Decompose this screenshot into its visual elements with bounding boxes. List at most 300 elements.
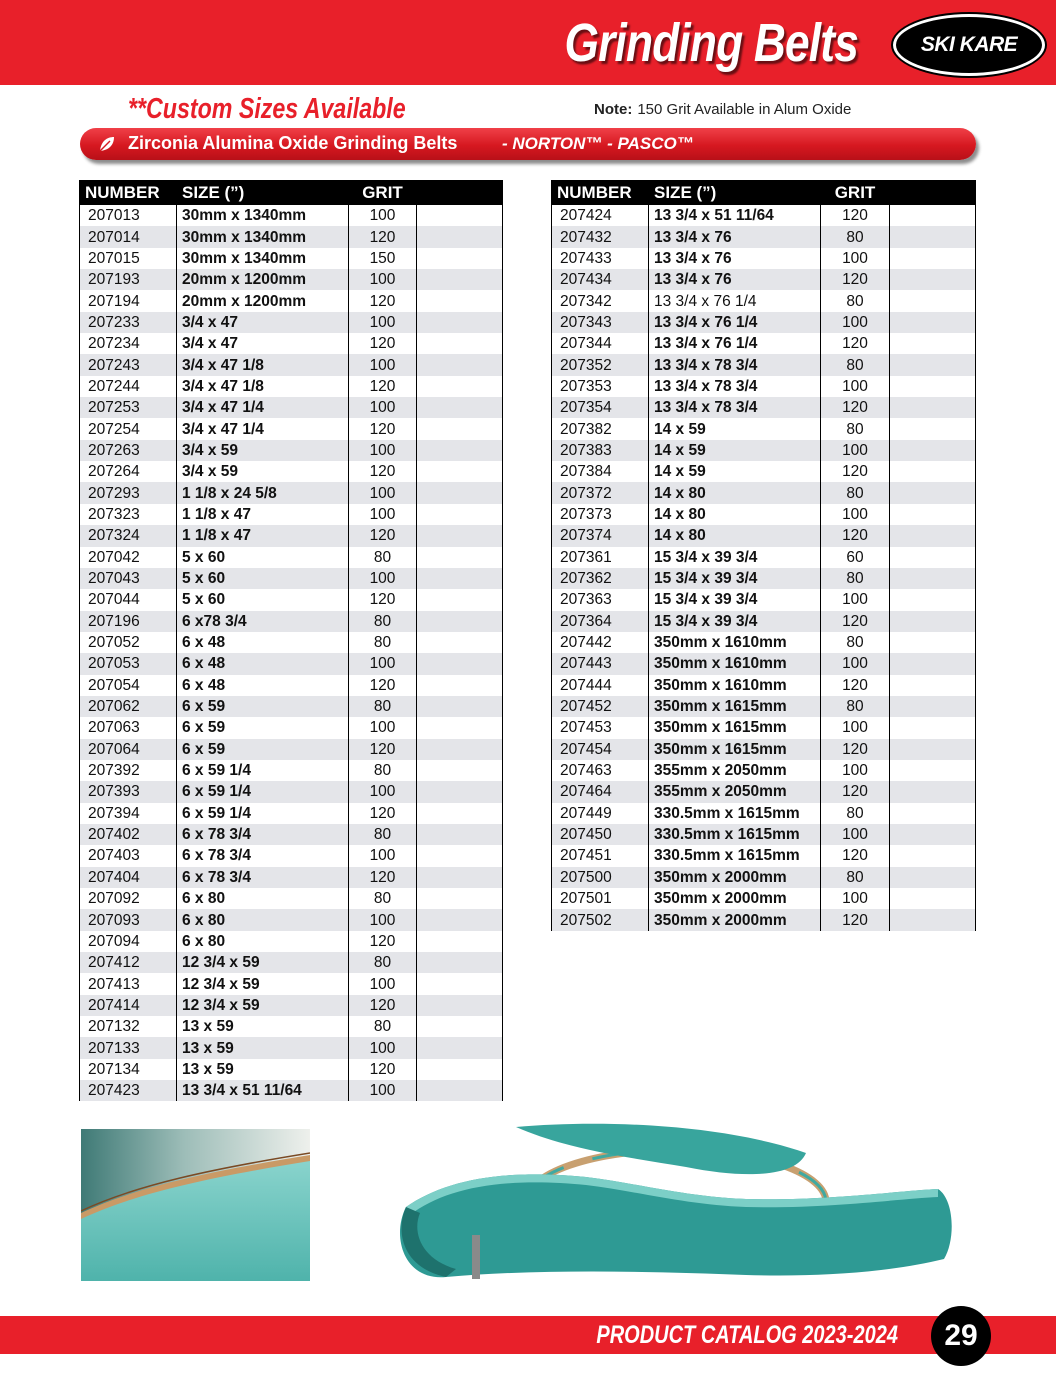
belt-size: 13 3/4 x 78 3/4 (649, 354, 821, 375)
table-row (80, 803, 503, 824)
note-text: 150 Grit Available in Alum Oxide (637, 101, 852, 118)
belt-size: 13 x 59 (177, 1037, 349, 1058)
brand-names: - NORTON™ - PASCO™ (502, 134, 694, 153)
blank-cell (417, 1037, 503, 1058)
belt-size: 13 x 59 (177, 1016, 349, 1037)
table-row (552, 461, 976, 482)
blank-cell (417, 909, 503, 930)
grit: 100 (349, 397, 417, 418)
blank-cell (417, 482, 503, 503)
part-number: 207382 (552, 418, 649, 439)
table-row (80, 1037, 503, 1058)
grit: 80 (821, 354, 890, 375)
part-number: 207450 (552, 824, 649, 845)
grit: 100 (821, 760, 890, 781)
part-number: 207452 (552, 696, 649, 717)
part-number: 207434 (552, 269, 649, 290)
table-row (80, 269, 503, 290)
table-row (552, 482, 976, 503)
part-number: 207443 (552, 653, 649, 674)
blank-cell (417, 269, 503, 290)
table-row (80, 611, 503, 632)
part-number: 207363 (552, 589, 649, 610)
col-header-grit: GRIT (821, 180, 890, 205)
grit: 120 (349, 376, 417, 397)
part-number: 207392 (80, 760, 177, 781)
belt-size: 13 3/4 x 51 11/64 (177, 1080, 349, 1101)
part-number: 207402 (80, 824, 177, 845)
blank-cell (417, 525, 503, 546)
blank-cell (890, 504, 976, 525)
table-row (80, 867, 503, 888)
blank-cell (417, 397, 503, 418)
grit: 100 (821, 440, 890, 461)
table-row (80, 589, 503, 610)
grit: 120 (349, 931, 417, 952)
belt-size: 6 x 59 (177, 717, 349, 738)
table-row (80, 333, 503, 354)
catalog-label: PRODUCT CATALOG 2023-2024 (596, 1321, 898, 1349)
blank-cell (417, 290, 503, 311)
table-row (552, 867, 976, 888)
belt-size: 15 3/4 x 39 3/4 (649, 589, 821, 610)
grit: 120 (349, 226, 417, 247)
belt-size: 6 x 78 3/4 (177, 845, 349, 866)
blank-cell (417, 973, 503, 994)
blank-cell (890, 611, 976, 632)
belt-size: 14 x 80 (649, 525, 821, 546)
grit: 120 (821, 333, 890, 354)
blank-cell (417, 824, 503, 845)
belt-size: 3/4 x 47 1/4 (177, 397, 349, 418)
grit: 100 (821, 248, 890, 269)
part-number: 207442 (552, 632, 649, 653)
part-number: 207403 (80, 845, 177, 866)
part-number: 207133 (80, 1037, 177, 1058)
col-header-size: SIZE (”) (649, 180, 821, 205)
blank-cell (417, 931, 503, 952)
table-row (552, 845, 976, 866)
blank-cell (417, 205, 503, 226)
logo-text: SKI KARE (920, 33, 1018, 56)
part-number: 207063 (80, 717, 177, 738)
grit: 80 (349, 760, 417, 781)
blank-cell (890, 845, 976, 866)
table-row (80, 696, 503, 717)
col-header-grit: GRIT (349, 180, 417, 205)
grit: 80 (349, 696, 417, 717)
table-row (552, 568, 976, 589)
belt-size: 13 3/4 x 76 1/4 (649, 312, 821, 333)
blank-cell (890, 354, 976, 375)
grit: 120 (349, 803, 417, 824)
blank-cell (417, 781, 503, 802)
custom-sizes-callout: **Custom Sizes Available (128, 93, 406, 125)
table-row (552, 504, 976, 525)
note-label: Note: (594, 101, 633, 118)
grit: 100 (821, 824, 890, 845)
blank-cell (417, 739, 503, 760)
table-row (552, 290, 976, 311)
grit: 120 (821, 611, 890, 632)
blank-cell (417, 376, 503, 397)
belt-size: 14 x 59 (649, 418, 821, 439)
belt-size: 1 1/8 x 24 5/8 (177, 482, 349, 503)
belt-size: 5 x 60 (177, 589, 349, 610)
leaf-icon (98, 135, 116, 153)
grit: 120 (349, 418, 417, 439)
blank-cell (417, 568, 503, 589)
belt-size: 6 x 80 (177, 909, 349, 930)
blank-cell (890, 525, 976, 546)
blank-cell (890, 867, 976, 888)
grit: 100 (349, 781, 417, 802)
table-row (80, 290, 503, 311)
part-number: 207134 (80, 1059, 177, 1080)
belt-size: 13 3/4 x 78 3/4 (649, 376, 821, 397)
belt-size: 30mm x 1340mm (177, 205, 349, 226)
table-row (80, 632, 503, 653)
belt-size: 330.5mm x 1615mm (649, 824, 821, 845)
blank-cell (890, 461, 976, 482)
grit: 100 (821, 312, 890, 333)
table-row (552, 226, 976, 247)
col-header-size: SIZE (”) (177, 180, 349, 205)
table-row (80, 952, 503, 973)
blank-cell (890, 440, 976, 461)
section-banner (80, 128, 976, 160)
belt-size: 15 3/4 x 39 3/4 (649, 568, 821, 589)
blank-cell (890, 547, 976, 568)
part-number: 207412 (80, 952, 177, 973)
blank-cell (890, 781, 976, 802)
grit: 120 (349, 461, 417, 482)
part-number: 207132 (80, 1016, 177, 1037)
belt-size: 12 3/4 x 59 (177, 952, 349, 973)
part-number: 207423 (80, 1080, 177, 1101)
part-number: 207344 (552, 333, 649, 354)
part-number: 207451 (552, 845, 649, 866)
blank-cell (890, 248, 976, 269)
blank-cell (417, 696, 503, 717)
grit: 100 (349, 269, 417, 290)
belt-size: 13 3/4 x 76 (649, 269, 821, 290)
grit: 120 (821, 845, 890, 866)
table-row (552, 440, 976, 461)
blank-cell (890, 909, 976, 930)
table-row (552, 824, 976, 845)
grit: 80 (821, 696, 890, 717)
blank-cell (890, 589, 976, 610)
blank-cell (890, 653, 976, 674)
part-number: 207194 (80, 290, 177, 311)
grit: 80 (349, 824, 417, 845)
part-number: 207064 (80, 739, 177, 760)
grit: 80 (821, 418, 890, 439)
part-number: 207054 (80, 675, 177, 696)
table-row (80, 418, 503, 439)
grit: 120 (349, 290, 417, 311)
table-row (80, 482, 503, 503)
part-number: 207043 (80, 568, 177, 589)
col-header-number: NUMBER (80, 180, 177, 205)
table-row (552, 696, 976, 717)
grit: 80 (821, 482, 890, 503)
table-row (80, 568, 503, 589)
blank-cell (417, 632, 503, 653)
belt-size: 350mm x 1615mm (649, 696, 821, 717)
table-row (552, 909, 976, 930)
blank-cell (417, 717, 503, 738)
table-row (80, 931, 503, 952)
table-row (80, 397, 503, 418)
blank-cell (890, 418, 976, 439)
blank-cell (417, 440, 503, 461)
part-number: 207196 (80, 611, 177, 632)
belt-size: 350mm x 1610mm (649, 675, 821, 696)
table-row (80, 781, 503, 802)
grit: 120 (821, 525, 890, 546)
grit: 120 (349, 333, 417, 354)
belt-size: 6 x 59 1/4 (177, 760, 349, 781)
blank-cell (890, 226, 976, 247)
belt-size: 14 x 80 (649, 504, 821, 525)
belt-table-left (79, 180, 503, 1101)
table-row (80, 248, 503, 269)
table-row (80, 440, 503, 461)
belt-size: 13 3/4 x 76 (649, 248, 821, 269)
table-row (552, 803, 976, 824)
grit: 100 (349, 504, 417, 525)
belt-size: 30mm x 1340mm (177, 248, 349, 269)
table-row (80, 760, 503, 781)
belt-size: 6 x 78 3/4 (177, 867, 349, 888)
belt-size: 330.5mm x 1615mm (649, 845, 821, 866)
part-number: 207464 (552, 781, 649, 802)
grit: 120 (349, 739, 417, 760)
table-row (552, 248, 976, 269)
grit: 100 (821, 589, 890, 610)
part-number: 207453 (552, 717, 649, 738)
part-number: 207374 (552, 525, 649, 546)
table-row (80, 354, 503, 375)
part-number: 207353 (552, 376, 649, 397)
blank-cell (890, 397, 976, 418)
blank-cell (417, 760, 503, 781)
blank-cell (890, 290, 976, 311)
grit: 100 (349, 568, 417, 589)
grit: 80 (349, 1016, 417, 1037)
table-row (552, 653, 976, 674)
blank-cell (417, 675, 503, 696)
page-number: 29 (931, 1306, 991, 1366)
belt-size: 13 x 59 (177, 1059, 349, 1080)
part-number: 207233 (80, 312, 177, 333)
grit: 120 (821, 909, 890, 930)
part-number: 207444 (552, 675, 649, 696)
note (594, 101, 851, 118)
part-number: 207052 (80, 632, 177, 653)
belt-size: 5 x 60 (177, 547, 349, 568)
belt-size: 6 x 59 1/4 (177, 803, 349, 824)
belt-size: 20mm x 1200mm (177, 269, 349, 290)
part-number: 207500 (552, 867, 649, 888)
part-number: 207424 (552, 205, 649, 226)
grit: 120 (349, 1059, 417, 1080)
blank-cell (890, 760, 976, 781)
blank-cell (890, 376, 976, 397)
part-number: 207193 (80, 269, 177, 290)
grit: 100 (349, 845, 417, 866)
table-row (552, 397, 976, 418)
belt-size: 1 1/8 x 47 (177, 504, 349, 525)
blank-cell (890, 739, 976, 760)
part-number: 207264 (80, 461, 177, 482)
table-row (80, 525, 503, 546)
blank-cell (417, 952, 503, 973)
table-row (80, 653, 503, 674)
table-row (552, 376, 976, 397)
belt-size: 13 3/4 x 78 3/4 (649, 397, 821, 418)
grit: 100 (349, 354, 417, 375)
grit: 100 (821, 376, 890, 397)
grit: 100 (349, 909, 417, 930)
grit: 120 (821, 461, 890, 482)
table-row (80, 1016, 503, 1037)
table-row (552, 717, 976, 738)
table-row (552, 739, 976, 760)
table-row (80, 376, 503, 397)
belt-size: 330.5mm x 1615mm (649, 803, 821, 824)
page-title: Grinding Belts (564, 13, 858, 73)
blank-cell (890, 675, 976, 696)
table-row (552, 525, 976, 546)
part-number: 207463 (552, 760, 649, 781)
belt-size: 6 x 48 (177, 632, 349, 653)
table-row (80, 226, 503, 247)
part-number: 207393 (80, 781, 177, 802)
part-number: 207394 (80, 803, 177, 824)
belt-size: 6 x 80 (177, 931, 349, 952)
belt-size: 12 3/4 x 59 (177, 973, 349, 994)
grit: 120 (349, 995, 417, 1016)
part-number: 207433 (552, 248, 649, 269)
part-number: 207293 (80, 482, 177, 503)
belt-size: 14 x 80 (649, 482, 821, 503)
grit: 120 (821, 739, 890, 760)
blank-cell (417, 653, 503, 674)
belt-size: 5 x 60 (177, 568, 349, 589)
belt-size: 350mm x 1610mm (649, 653, 821, 674)
table-row (80, 739, 503, 760)
table-header-row (80, 180, 503, 205)
table-row (80, 995, 503, 1016)
belt-size: 6 x78 3/4 (177, 611, 349, 632)
part-number: 207362 (552, 568, 649, 589)
blank-cell (417, 354, 503, 375)
belt-size: 30mm x 1340mm (177, 226, 349, 247)
part-number: 207354 (552, 397, 649, 418)
part-number: 207044 (80, 589, 177, 610)
belt-closeup-photo (81, 1129, 310, 1281)
belt-size: 6 x 59 1/4 (177, 781, 349, 802)
belt-table-right (551, 180, 976, 931)
table-row (80, 824, 503, 845)
table-row (80, 888, 503, 909)
grit: 80 (821, 632, 890, 653)
table-row (80, 205, 503, 226)
belt-size: 20mm x 1200mm (177, 290, 349, 311)
part-number: 207372 (552, 482, 649, 503)
part-number: 207015 (80, 248, 177, 269)
grit: 120 (821, 397, 890, 418)
part-number: 207449 (552, 803, 649, 824)
blank-cell (417, 867, 503, 888)
belt-size: 13 3/4 x 76 (649, 226, 821, 247)
table-row (552, 333, 976, 354)
part-number: 207383 (552, 440, 649, 461)
grit: 100 (821, 717, 890, 738)
blank-cell (417, 1016, 503, 1037)
belt-size: 350mm x 1615mm (649, 717, 821, 738)
blank-cell (417, 611, 503, 632)
grit: 120 (821, 269, 890, 290)
blank-cell (890, 333, 976, 354)
grit: 120 (349, 675, 417, 696)
part-number: 207263 (80, 440, 177, 461)
grit: 120 (821, 675, 890, 696)
table-header-row (552, 180, 976, 205)
blank-cell (417, 803, 503, 824)
part-number: 207244 (80, 376, 177, 397)
belt-size: 350mm x 1615mm (649, 739, 821, 760)
table-row (80, 845, 503, 866)
part-number: 207053 (80, 653, 177, 674)
blank-cell (417, 1080, 503, 1101)
belt-size: 14 x 59 (649, 461, 821, 482)
table-row (552, 589, 976, 610)
grit: 80 (821, 803, 890, 824)
part-number: 207094 (80, 931, 177, 952)
belt-size: 15 3/4 x 39 3/4 (649, 611, 821, 632)
grit: 80 (349, 888, 417, 909)
grit: 100 (349, 1037, 417, 1058)
grit: 100 (349, 205, 417, 226)
blank-cell (417, 845, 503, 866)
belt-size: 3/4 x 47 (177, 312, 349, 333)
part-number: 207501 (552, 888, 649, 909)
part-number: 207342 (552, 290, 649, 311)
part-number: 207404 (80, 867, 177, 888)
table-row (552, 205, 976, 226)
grit: 120 (349, 525, 417, 546)
belt-size: 6 x 59 (177, 739, 349, 760)
part-number: 207364 (552, 611, 649, 632)
blank-cell (417, 995, 503, 1016)
belt-size: 1 1/8 x 47 (177, 525, 349, 546)
table-row (552, 632, 976, 653)
grit: 80 (821, 867, 890, 888)
table-row (552, 611, 976, 632)
table-row (80, 504, 503, 525)
table-row (80, 717, 503, 738)
part-number: 207013 (80, 205, 177, 226)
grit: 100 (349, 440, 417, 461)
part-number: 207042 (80, 547, 177, 568)
grit: 100 (821, 888, 890, 909)
part-number: 207062 (80, 696, 177, 717)
part-number: 207014 (80, 226, 177, 247)
